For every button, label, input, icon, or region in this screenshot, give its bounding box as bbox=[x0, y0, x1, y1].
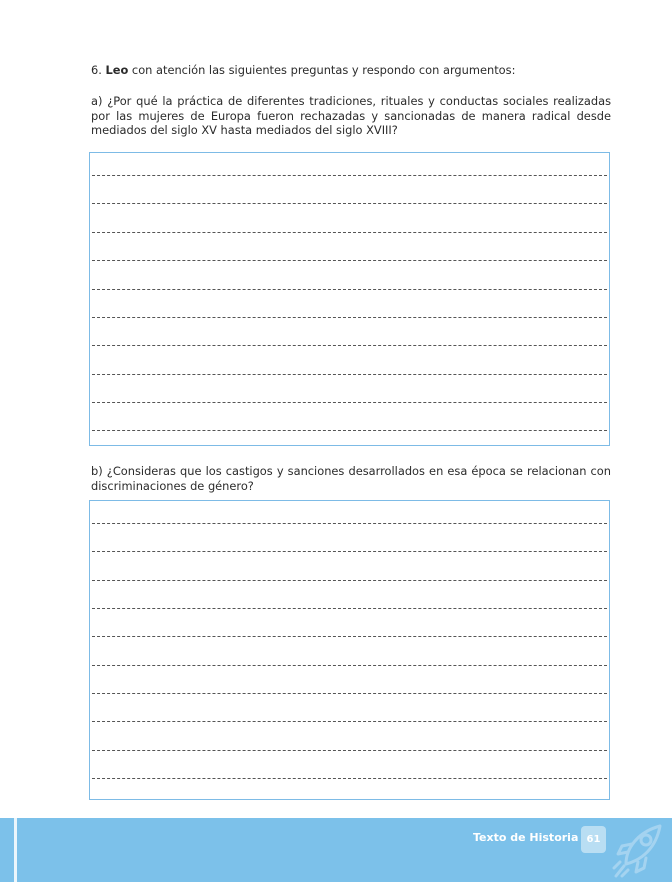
exercise-number: 6. bbox=[91, 63, 102, 77]
answer-line bbox=[92, 523, 607, 524]
instruction-verb: Leo bbox=[105, 63, 129, 77]
answer-line bbox=[92, 289, 607, 290]
answer-line bbox=[92, 693, 607, 694]
answer-line bbox=[92, 750, 607, 751]
answer-line bbox=[92, 260, 607, 261]
rocket-icon bbox=[608, 818, 672, 882]
footer-book-title: Texto de Historia bbox=[473, 831, 579, 844]
page-bottom-edge bbox=[0, 882, 672, 886]
answer-line bbox=[92, 636, 607, 637]
question-a: a) ¿Por qué la práctica de diferentes tradiciones, rituales y conductas sociales realizadas por las mujeres de Europa fueron rechazadas y sancionadas de manera radical desde mediados del siglo XV hasta mediados del siglo XVIII? bbox=[91, 94, 611, 137]
answer-box-a[interactable] bbox=[89, 152, 610, 446]
answer-line bbox=[92, 551, 607, 552]
exercise-instruction bbox=[91, 63, 611, 77]
answer-line bbox=[92, 374, 607, 375]
answer-line bbox=[92, 608, 607, 609]
footer-stripe bbox=[14, 818, 17, 882]
instruction-text: con atención las siguientes preguntas y respondo con argumentos: bbox=[128, 63, 516, 77]
answer-line bbox=[92, 232, 607, 233]
page-number: 61 bbox=[581, 826, 606, 853]
question-b: b) ¿Consideras que los castigos y sanciones desarrollados en esa época se relacionan con discriminaciones de género? bbox=[91, 464, 611, 493]
answer-line bbox=[92, 317, 607, 318]
answer-line bbox=[92, 345, 607, 346]
footer-band bbox=[0, 818, 672, 882]
answer-line bbox=[92, 430, 607, 431]
answer-line bbox=[92, 580, 607, 581]
answer-line bbox=[92, 721, 607, 722]
answer-line bbox=[92, 778, 607, 779]
answer-line bbox=[92, 665, 607, 666]
answer-line bbox=[92, 402, 607, 403]
answer-box-b[interactable] bbox=[89, 500, 610, 800]
answer-line bbox=[92, 203, 607, 204]
answer-line bbox=[92, 175, 607, 176]
